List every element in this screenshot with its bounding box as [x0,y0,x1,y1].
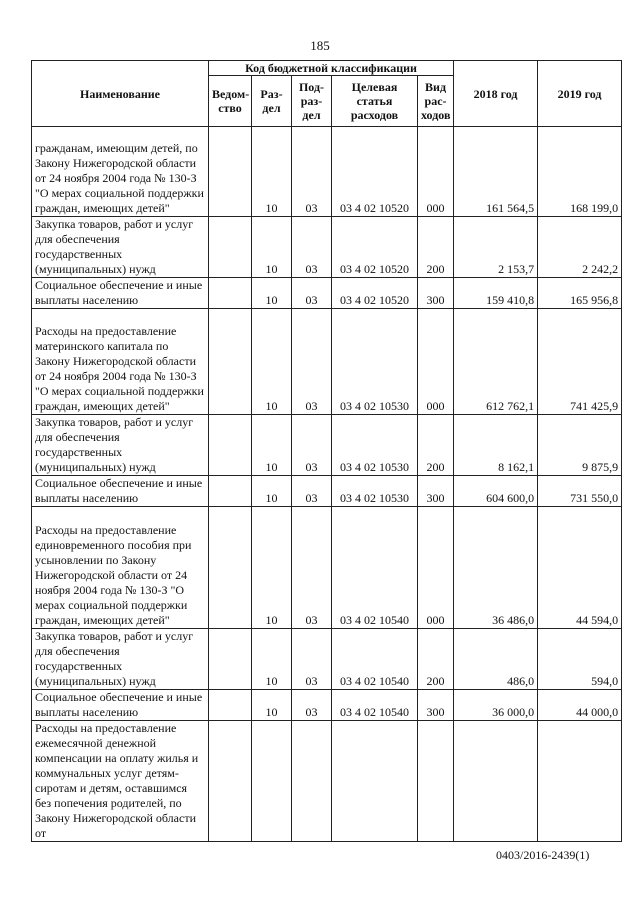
row-subsection: 03 [292,476,332,507]
row-2018: 159 410,8 [454,278,538,309]
table-row [32,278,622,309]
row-name: Социальное обеспечение и иные выплаты населению [32,690,209,721]
row-name: Закупка товаров, работ и услуг для обеспечения государственных (муниципальных) нужд [32,217,209,278]
row-subsection: 03 [292,629,332,690]
row-name: Расходы на предоставление материнского капитала по Закону Нижегородской области от 24 ноября 2004 года № 130-З "О мерах социальной поддержки граждан, имеющих детей" [32,309,209,415]
row-target: 03 4 02 10530 [332,415,418,476]
header-target-article: Целевая статья расходов [332,76,418,127]
header-name: Наименование [32,61,209,127]
header-subsection: Под- раз- дел [292,76,332,127]
row-target: 03 4 02 10520 [332,127,418,217]
page-number: 185 [310,38,330,53]
row-2019: 44 000,0 [538,690,622,721]
row-department [209,507,252,629]
row-2018: 161 564,5 [454,127,538,217]
row-subsection: 03 [292,127,332,217]
row-2019: 44 594,0 [538,507,622,629]
row-2018: 36 000,0 [454,690,538,721]
row-name: Расходы на предоставление единовременного пособия при усыновлении по Закону Нижегородской области от 24 ноября 2004 года № 130-З "О мерах социальной поддержки граждан, имеющих детей" [32,507,209,629]
table-row [32,507,622,629]
header-2018: 2018 год [454,61,538,127]
row-target: 03 4 02 10530 [332,476,418,507]
row-department [209,721,252,842]
row-kind: 200 [418,415,454,476]
row-name: Социальное обеспечение и иные выплаты населению [32,278,209,309]
row-2018: 486,0 [454,629,538,690]
header-expense-kind: Вид рас- ходов [418,76,454,127]
row-subsection [292,721,332,842]
row-kind: 300 [418,278,454,309]
row-2018: 36 486,0 [454,507,538,629]
table-row [32,721,622,842]
row-2018: 612 762,1 [454,309,538,415]
row-kind: 300 [418,690,454,721]
row-2018 [454,721,538,842]
table-row [32,127,622,217]
row-section: 10 [252,309,292,415]
table-row [32,690,622,721]
row-department [209,476,252,507]
row-2019: 594,0 [538,629,622,690]
row-section: 10 [252,217,292,278]
row-name: Расходы на предоставление ежемесячной денежной компенсации на оплату жилья и коммунальных услуг детям-сиротам и детям, оставшимся без попечения родителей, по Закону Нижегородской области от [32,721,209,842]
row-section [252,721,292,842]
row-subsection: 03 [292,507,332,629]
row-kind [418,721,454,842]
row-kind: 000 [418,127,454,217]
header-department: Ведом- ство [209,76,252,127]
row-kind: 200 [418,217,454,278]
row-2018: 604 600,0 [454,476,538,507]
row-kind: 300 [418,476,454,507]
row-target: 03 4 02 10520 [332,217,418,278]
row-2019: 731 550,0 [538,476,622,507]
row-subsection: 03 [292,309,332,415]
row-section: 10 [252,629,292,690]
row-2019: 741 425,9 [538,309,622,415]
row-subsection: 03 [292,217,332,278]
row-target: 03 4 02 10540 [332,629,418,690]
header-budget-classification: Код бюджетной классификации [209,61,454,76]
row-target: 03 4 02 10530 [332,309,418,415]
row-section: 10 [252,127,292,217]
row-subsection: 03 [292,278,332,309]
row-section: 10 [252,278,292,309]
row-target [332,721,418,842]
row-target: 03 4 02 10540 [332,690,418,721]
header-section: Раз- дел [252,76,292,127]
row-kind: 200 [418,629,454,690]
row-2019 [538,721,622,842]
row-department [209,278,252,309]
row-section: 10 [252,415,292,476]
row-2019: 2 242,2 [538,217,622,278]
table-row [32,476,622,507]
row-department [209,415,252,476]
row-name: Социальное обеспечение и иные выплаты населению [32,476,209,507]
row-name: Закупка товаров, работ и услуг для обеспечения государственных (муниципальных) нужд [32,415,209,476]
row-2018: 8 162,1 [454,415,538,476]
row-target: 03 4 02 10540 [332,507,418,629]
table-row [32,629,622,690]
table-row [32,217,622,278]
budget-table [31,60,622,842]
row-2019: 168 199,0 [538,127,622,217]
row-department [209,309,252,415]
row-name: гражданам, имеющим детей, по Закону Нижегородской области от 24 ноября 2004 года № 130-З "О мерах социальной поддержки граждан, имеющих детей" [32,127,209,217]
row-target: 03 4 02 10520 [332,278,418,309]
row-name: Закупка товаров, работ и услуг для обеспечения государственных (муниципальных) нужд [32,629,209,690]
row-section: 10 [252,507,292,629]
row-section: 10 [252,690,292,721]
row-department [209,127,252,217]
row-section: 10 [252,476,292,507]
row-kind: 000 [418,309,454,415]
row-2019: 9 875,9 [538,415,622,476]
row-subsection: 03 [292,690,332,721]
row-kind: 000 [418,507,454,629]
row-2019: 165 956,8 [538,278,622,309]
table-row [32,415,622,476]
table-row [32,309,622,415]
header-2019: 2019 год [538,61,622,127]
row-department [209,629,252,690]
row-department [209,690,252,721]
document-code: 0403/2016-2439(1) [496,848,590,862]
row-2018: 2 153,7 [454,217,538,278]
row-subsection: 03 [292,415,332,476]
row-department [209,217,252,278]
